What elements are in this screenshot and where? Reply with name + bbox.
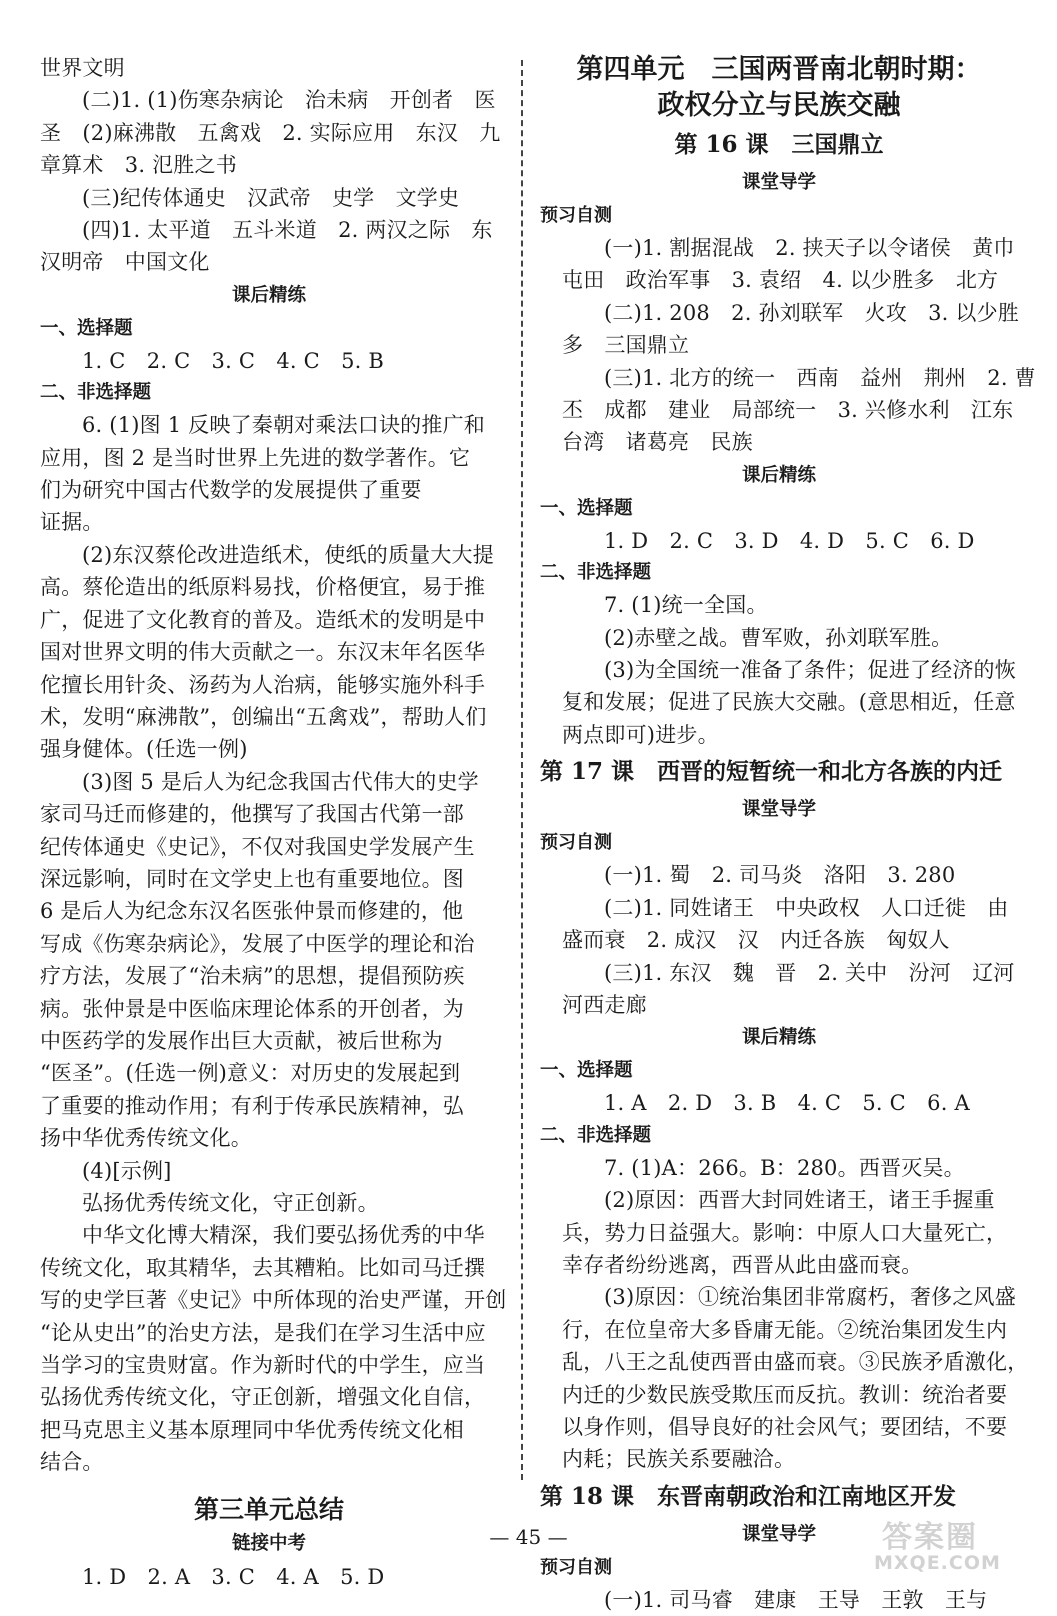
text-line: (4)[示例] <box>82 1158 172 1183</box>
section-heading: 预习自测 <box>540 832 612 854</box>
text-line: 结合。 <box>40 1450 104 1475</box>
lesson-title: 第 17 课 西晋的短暂统一和北方各族的内迁 <box>540 758 1003 786</box>
text-line: 世界文明 <box>40 56 125 80</box>
text-line: 中医药学的发展作出巨大贡献，被后世称为 <box>40 1028 443 1053</box>
text-line: 写的史学巨著《史记》中所体现的治史严谨，开创 <box>40 1288 507 1313</box>
text-line: 屯田 政治军事 3. 袁绍 4. 以少胜多 北方 <box>562 268 999 293</box>
text-line: 6. (1)图 1 反映了秦朝对乘法口诀的推广和 <box>82 413 485 438</box>
text-line: 内迁的少数民族受欺压而反抗。教训：统治者要 <box>562 1382 1008 1407</box>
text-line: 传统文化，取其精华，去其糟粕。比如司马迁撰 <box>40 1255 486 1280</box>
text-line: 丕 成都 建业 局部统一 3. 兴修水利 江东 <box>562 398 1014 423</box>
section-heading: 课后精练 <box>741 1027 816 1049</box>
text-line: 行，在位皇帝大多昏庸无能。②统治集团发生内 <box>562 1317 1008 1342</box>
text-line: 当学习的宝贵财富。作为新时代的中学生，应当 <box>40 1353 486 1378</box>
text-line: 高。蔡伦造出的纸原料易找，价格便宜，易于推 <box>40 575 486 600</box>
text-line: 乱，八王之乱使西晋由盛而衰。③民族矛盾激化， <box>562 1350 1029 1375</box>
text-line: (二)1. (1)伤寒杂病论 治未病 开创者 医 <box>82 88 496 113</box>
text-line: (一)1. 蜀 2. 司马炎 洛阳 3. 280 <box>604 863 956 888</box>
watermark-logo <box>870 1512 1040 1582</box>
text-line: 6 是后人为纪念东汉名医张仲景而修建的，他 <box>40 899 464 924</box>
section-heading: 课后精练 <box>231 284 306 306</box>
text-line: (2)原因：西晋大封同姓诸王，诸王手握重 <box>604 1188 995 1213</box>
text-line: 河西走廊 <box>562 992 647 1017</box>
unit-title: 政权分立与民族交融 <box>657 90 901 121</box>
text-line: 深远影响，同时在文学史上也有重要地位。图 <box>40 866 464 891</box>
spacer <box>40 1479 498 1493</box>
text-line: 疗方法，发展了“治未病”的思想，提倡预防疾 <box>40 964 465 989</box>
text-line: (一)1. 司马睿 建康 王导 王敦 王与 <box>604 1587 988 1612</box>
subsection-heading: 二、非选择题 <box>540 562 652 584</box>
text-line: 术，发明“麻沸散”，创编出“五禽戏”，帮助人们 <box>40 704 487 729</box>
text-line: 1. D 2. A 3. C 4. A 5. D <box>82 1564 385 1589</box>
text-line: 佗擅长用针灸、汤药为人治病，能够实施外科手 <box>40 672 486 697</box>
text-line: (二)1. 208 2. 孙刘联军 火攻 3. 以少胜 <box>604 300 1020 325</box>
subsection-heading: 一、选择题 <box>40 317 133 339</box>
section-heading: 课堂导学 <box>741 799 816 821</box>
section-heading: 预习自测 <box>540 1556 612 1578</box>
text-line: 病。张仲景是中医临床理论体系的开创者，为 <box>40 996 464 1021</box>
text-line: 扬中华优秀传统文化。 <box>40 1126 252 1151</box>
text-line: 纪传体通史《史记》，不仅对我国史学发展产生 <box>40 834 475 859</box>
text-line: 7. (1)A：266。B：280。西晋灭吴。 <box>604 1155 965 1180</box>
text-line: (2)赤壁之战。曹军败，孙刘联军胜。 <box>604 625 953 650</box>
text-line: “论从史出”的治史方法，是我们在学习生活中应 <box>40 1320 486 1345</box>
page-number: — 45 — <box>489 1525 568 1549</box>
text-line: 强身健体。(任选一例) <box>40 737 248 762</box>
section-heading: 链接中考 <box>231 1532 306 1554</box>
text-line: 内耗；民族关系要融洽。 <box>562 1447 796 1472</box>
lesson-title: 第 18 课 东晋南朝政治和江南地区开发 <box>540 1482 957 1510</box>
section-heading: 预习自测 <box>540 205 612 226</box>
text-line: 国对世界文明的伟大贡献之一。东汉末年名医华 <box>40 640 486 665</box>
text-line: 盛而衰 2. 成汉 汉 内迁各族 匈奴人 <box>562 928 950 953</box>
subsection-heading: 一、选择题 <box>540 1060 633 1082</box>
text-line: 1. A 2. D 3. B 4. C 5. C 6. A <box>604 1091 970 1116</box>
text-line: (3)图 5 是后人为纪念我国古代伟大的史学 <box>82 769 479 794</box>
text-line: (二)1. 同姓诸王 中央政权 人口迁徙 由 <box>604 895 1009 920</box>
text-line: (2)东汉蔡伦改进造纸术，使纸的质量大大提 <box>82 542 494 567</box>
text-line: (3)为全国统一准备了条件；促进了经济的恢 <box>604 658 1016 683</box>
text-line: (3)原因：①统治集团非常腐朽，奢侈之风盛 <box>604 1285 1016 1310</box>
right-column <box>540 52 1036 1616</box>
text-line: 弘扬优秀传统文化，守正创新。 <box>82 1191 379 1215</box>
lesson-title: 第 16 课 三国鼎立 <box>674 131 884 158</box>
text-line: 家司马迁而修建的，他撰写了我国古代第一部 <box>40 802 464 827</box>
text-line: 圣 (2)麻沸散 五禽戏 2. 实际应用 东汉 九 <box>40 120 501 145</box>
text-line: 1. D 2. C 3. D 4. D 5. C 6. D <box>604 528 975 553</box>
section-heading: 课后精练 <box>741 464 816 486</box>
text-line: 了重要的推动作用；有利于传承民族精神，弘 <box>40 1093 464 1118</box>
text-line: 兵，势力日益强大。影响：中原人口大量死亡， <box>562 1220 1008 1245</box>
text-line: 弘扬优秀传统文化，守正创新，增强文化自信， <box>40 1385 486 1410</box>
text-line: 复和发展；促进了民族大交融。(意思相近，任意 <box>562 690 1016 715</box>
left-column <box>40 52 507 1593</box>
text-line: 1. C 2. C 3. C 4. C 5. B <box>82 348 385 373</box>
unit-title: 第四单元 三国两晋南北朝时期： <box>576 54 982 85</box>
column-divider <box>521 60 523 1480</box>
text-line: 多 三国鼎立 <box>562 333 690 358</box>
subsection-heading: 二、非选择题 <box>540 1124 652 1146</box>
section-heading: 课堂导学 <box>741 1523 816 1545</box>
text-line: 幸存者纷纷逃离，西晋从此由盛而衰。 <box>562 1252 923 1277</box>
text-line: (三)1. 北方的统一 西南 益州 荆州 2. 曹 <box>604 365 1036 390</box>
text-line: 章算术 3. 氾胜之书 <box>40 153 237 178</box>
text-line: (三)1. 东汉 魏 晋 2. 关中 汾河 辽河 <box>604 960 1015 985</box>
subsection-heading: 二、非选择题 <box>40 382 152 404</box>
text-line: 应用，图 2 是当时世界上先进的数学著作。它 <box>40 445 471 470</box>
watermark-url: MXQE.COM <box>874 1552 1001 1574</box>
text-line: 7. (1)统一全国。 <box>604 593 768 618</box>
text-line: 台湾 诸葛亮 民族 <box>562 430 753 455</box>
text-line: 两点即可)进步。 <box>562 722 719 747</box>
text-line: (三)纪传体通史 汉武帝 史学 文学史 <box>82 185 460 210</box>
text-line: 中华文化博大精深，我们要弘扬优秀的中华 <box>82 1223 485 1248</box>
text-line: 证据。 <box>40 510 104 535</box>
text-line: (四)1. 太平道 五斗米道 2. 两汉之际 东 <box>82 218 493 243</box>
text-line: 写成《伤寒杂病论》，发展了中医学的理论和治 <box>40 931 475 956</box>
subsection-heading: 一、选择题 <box>540 497 633 519</box>
text-line: 以身作则，倡导良好的社会风气；要团结，不要 <box>562 1414 1008 1439</box>
text-line: 汉明帝 中国文化 <box>40 250 210 275</box>
text-line: 广，促进了文化教育的普及。造纸术的发明是中 <box>40 607 486 632</box>
text-line: 们为研究中国古代数学的发展提供了重要 <box>40 478 422 503</box>
text-line: 把马克思主义基本原理同中华优秀传统文化相 <box>40 1417 464 1442</box>
watermark-text: 答案圈 <box>882 1520 978 1555</box>
section-heading: 课堂导学 <box>741 172 816 193</box>
unit-title: 第三单元总结 <box>193 1494 344 1524</box>
text-line: “医圣”。(任选一例)意义：对历史的发展起到 <box>40 1061 461 1086</box>
text-line: (一)1. 割据混战 2. 挟天子以令诸侯 黄巾 <box>604 236 1015 260</box>
